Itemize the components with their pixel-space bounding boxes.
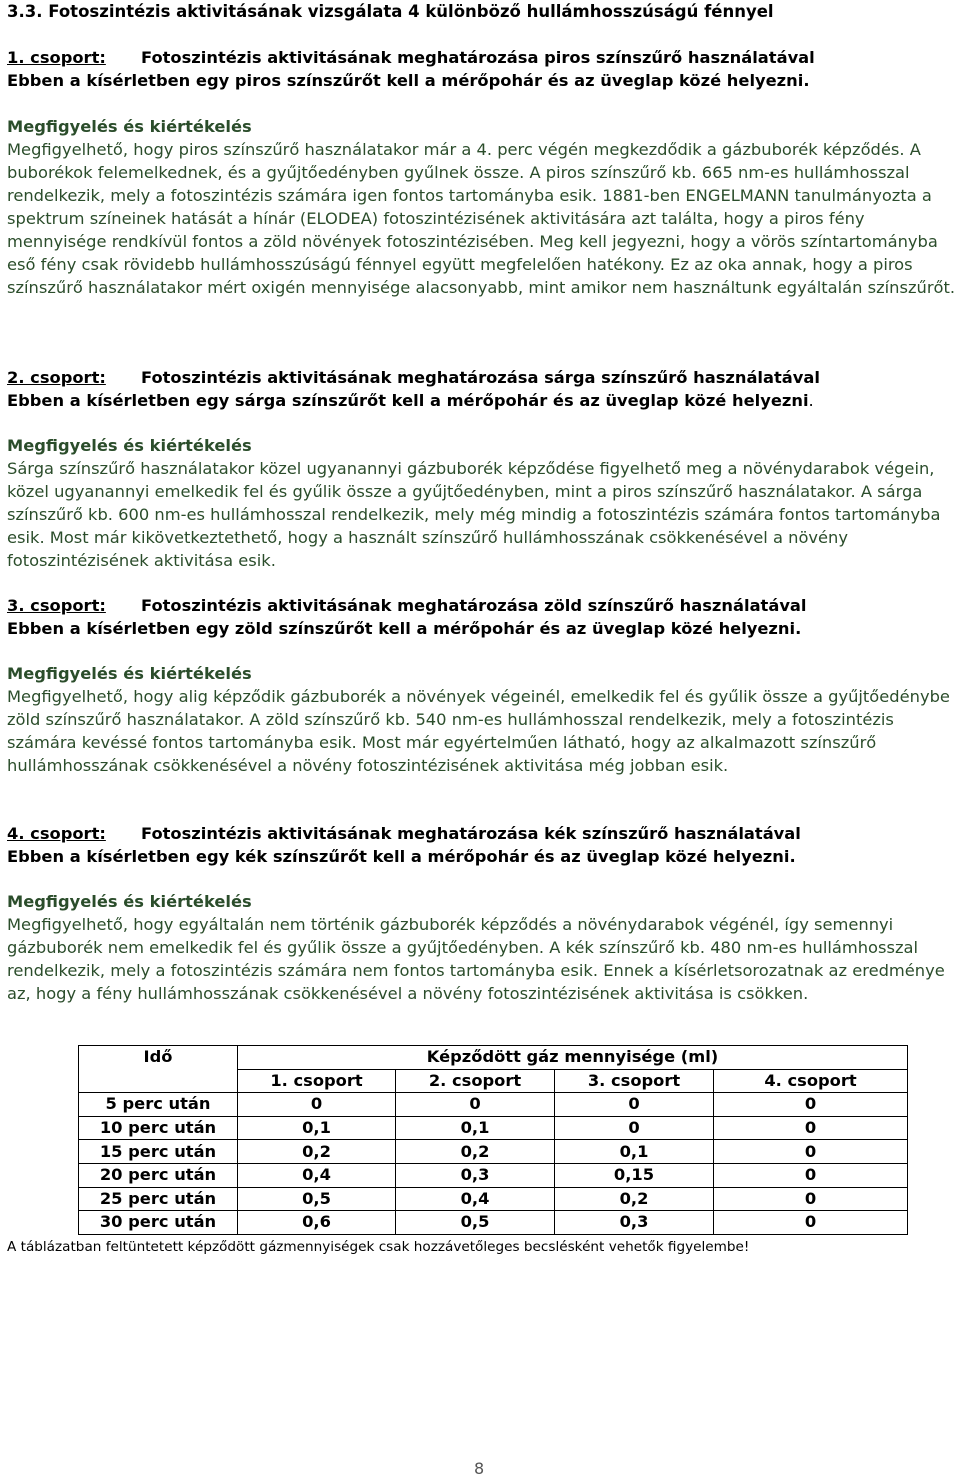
value-cell: 0,3: [555, 1211, 714, 1235]
group-1-obs-text: Megfigyelhető, hogy piros színszűrő használatakor már a 4. perc végén megkezdődik a gázbuborék képződés. A buborékok felemelkednek, és a gyűjtőedényben gyűlnek össze. A piros színszűrő kb. 665 nm-es hullámhosszal rendelkezik, mely a fotoszintézis számára igen fontos tartományba esik. 1881-ben ENGELMANN tanulmányozta a spektrum színeinek hatását a hínár (ELODEA) fotoszintézisének aktivitására azt találta, hogy a piros fény mennyisége rendkívül fontos a zöld növények fotoszintézisében. Meg kell jegyezni, hogy a vörös színtartományba eső fény csak rövidebb hullámhosszúságú fénnyel együtt megfelelően hatékony. Ez az oka annak, hogy a piros színszűrő használatakor mért oxigén mennyisége alacsonyabb, mint amikor nem használtunk egyáltalán színszűrőt.: [7, 140, 956, 297]
group-4-heading: [7, 822, 957, 845]
group-4-obs-heading: Megfigyelés és kiértékelés: [7, 892, 252, 911]
group-2-instruction-text: Ebben a kísérletben egy sárga színszűrőt kell a mérőpohár és az üveglap közé helyezni: [7, 391, 809, 410]
group-2-instruction-end: .: [808, 391, 814, 410]
group-1-instruction: Ebben a kísérletben egy piros színszűrőt kell a mérőpohár és az üveglap közé helyezni.: [7, 71, 810, 90]
group-4-obs-text: Megfigyelhető, hogy egyáltalán nem történik gázbuborék képződés a növénydarabok végénél, így semennyi gázbuborék nem emelkedik fel és gyűlik össze a gyűjtőedényben. A kék színszűrő kb. 480 nm-es hullámhosszal rendelkezik, mely a fotoszintézis számára nem fontos tartományba esik. Ennek a kísérletsorozatnak az eredménye az, hogy a fény hullámhosszának csökkenésével a növény fotoszintézisének aktivitása is csökken.: [7, 915, 945, 1003]
table-note: A táblázatban feltüntetett képződött gázmennyiségek csak hozzávetőleges becslésként vehetők figyelembe!: [7, 1239, 750, 1255]
value-cell: 0: [714, 1140, 908, 1164]
gas-header: Képződött gáz mennyisége (ml): [238, 1046, 908, 1070]
value-cell: 0,5: [238, 1187, 396, 1211]
value-cell: 0,2: [396, 1140, 555, 1164]
group-header: 2. csoport: [396, 1069, 555, 1093]
value-cell: 0,3: [396, 1163, 555, 1187]
group-1-heading: [7, 46, 957, 69]
value-cell: 0,1: [555, 1140, 714, 1164]
value-cell: 0: [396, 1093, 555, 1117]
group-2-label: 2. csoport:: [7, 368, 106, 387]
value-cell: 0,15: [555, 1163, 714, 1187]
group-4-instruction: Ebben a kísérletben egy kék színszűrőt kell a mérőpohár és az üveglap közé helyezni.: [7, 847, 796, 866]
table-header-row: [79, 1046, 908, 1070]
group-header: 4. csoport: [714, 1069, 908, 1093]
group-2-obs-text: Sárga színszűrő használatakor közel ugyanannyi gázbuborék képződése figyelhető meg a növénydarabok végein, közel ugyanannyi emelkedik fel és gyűlik össze a gyűjtőedényben, mint a piros színszűrő használatakor. A sárga színszűrő kb. 600 nm-es hullámhosszal rendelkezik, mely még mindig a fotoszintézis számára fontos tartományba esik. Most már kikövetkeztethető, hogy a használt színszűrő hullámhosszának csökkenésével a növény fotoszintézisének aktivitása esik.: [7, 459, 941, 570]
value-cell: 0: [238, 1093, 396, 1117]
group-3-heading: [7, 594, 957, 617]
section-title: 3.3. Fotoszintézis aktivitásának vizsgálata 4 különböző hullámhosszúságú fénnyel: [7, 2, 774, 21]
group-2-heading: [7, 366, 957, 389]
gas-volume-table: [78, 1045, 908, 1235]
value-cell: 0: [555, 1116, 714, 1140]
table-row: [79, 1140, 908, 1164]
group-2-title: Fotoszintézis aktivitásának meghatározása sárga színszűrő használatával: [141, 368, 820, 387]
group-3-obs-heading: Megfigyelés és kiértékelés: [7, 664, 252, 683]
value-cell: 0,4: [396, 1187, 555, 1211]
group-2-instruction: [7, 389, 957, 412]
time-header: Idő: [79, 1046, 238, 1093]
time-cell: 15 perc után: [79, 1140, 238, 1164]
group-3-label: 3. csoport:: [7, 596, 106, 615]
group-2-obs-heading: Megfigyelés és kiértékelés: [7, 436, 252, 455]
value-cell: 0,2: [238, 1140, 396, 1164]
value-cell: 0: [714, 1116, 908, 1140]
group-4-title: Fotoszintézis aktivitásának meghatározása kék színszűrő használatával: [141, 824, 801, 843]
time-cell: 5 perc után: [79, 1093, 238, 1117]
value-cell: 0,5: [396, 1211, 555, 1235]
value-cell: 0,6: [238, 1211, 396, 1235]
value-cell: 0: [555, 1093, 714, 1117]
value-cell: 0: [714, 1211, 908, 1235]
group-header: 1. csoport: [238, 1069, 396, 1093]
value-cell: 0,4: [238, 1163, 396, 1187]
value-cell: 0,1: [396, 1116, 555, 1140]
table-row: [79, 1116, 908, 1140]
table-row: [79, 1093, 908, 1117]
value-cell: 0: [714, 1187, 908, 1211]
table-row: [79, 1163, 908, 1187]
time-cell: 10 perc után: [79, 1116, 238, 1140]
group-4-label: 4. csoport:: [7, 824, 106, 843]
table-row: [79, 1211, 908, 1235]
time-cell: 20 perc után: [79, 1163, 238, 1187]
group-3-instruction: Ebben a kísérletben egy zöld színszűrőt kell a mérőpohár és az üveglap közé helyezni.: [7, 619, 802, 638]
group-3-title: Fotoszintézis aktivitásának meghatározása zöld színszűrő használatával: [141, 596, 807, 615]
time-cell: 25 perc után: [79, 1187, 238, 1211]
time-cell: 30 perc után: [79, 1211, 238, 1235]
group-header: 3. csoport: [555, 1069, 714, 1093]
value-cell: 0,1: [238, 1116, 396, 1140]
group-1-title: Fotoszintézis aktivitásának meghatározása piros színszűrő használatával: [141, 48, 815, 67]
table-row: [79, 1187, 908, 1211]
group-3-obs-text: Megfigyelhető, hogy alig képződik gázbuborék a növények végeinél, emelkedik fel és gyűlik össze a gyűjtőedénybe zöld színszűrő használatakor. A zöld színszűrő kb. 540 nm-es hullámhosszal rendelkezik, mely a fotoszintézis számára kevéssé fontos tartományba esik. Most már egyértelműen látható, hogy az alkalmazott színszűrő hullámhosszának csökkenésével a növény fotoszintézisének aktivitása még jobban esik.: [7, 687, 950, 775]
group-1-obs-heading: Megfigyelés és kiértékelés: [7, 117, 252, 136]
page-number: 8: [474, 1459, 485, 1478]
value-cell: 0: [714, 1093, 908, 1117]
value-cell: 0,2: [555, 1187, 714, 1211]
value-cell: 0: [714, 1163, 908, 1187]
group-1-label: 1. csoport:: [7, 48, 106, 67]
